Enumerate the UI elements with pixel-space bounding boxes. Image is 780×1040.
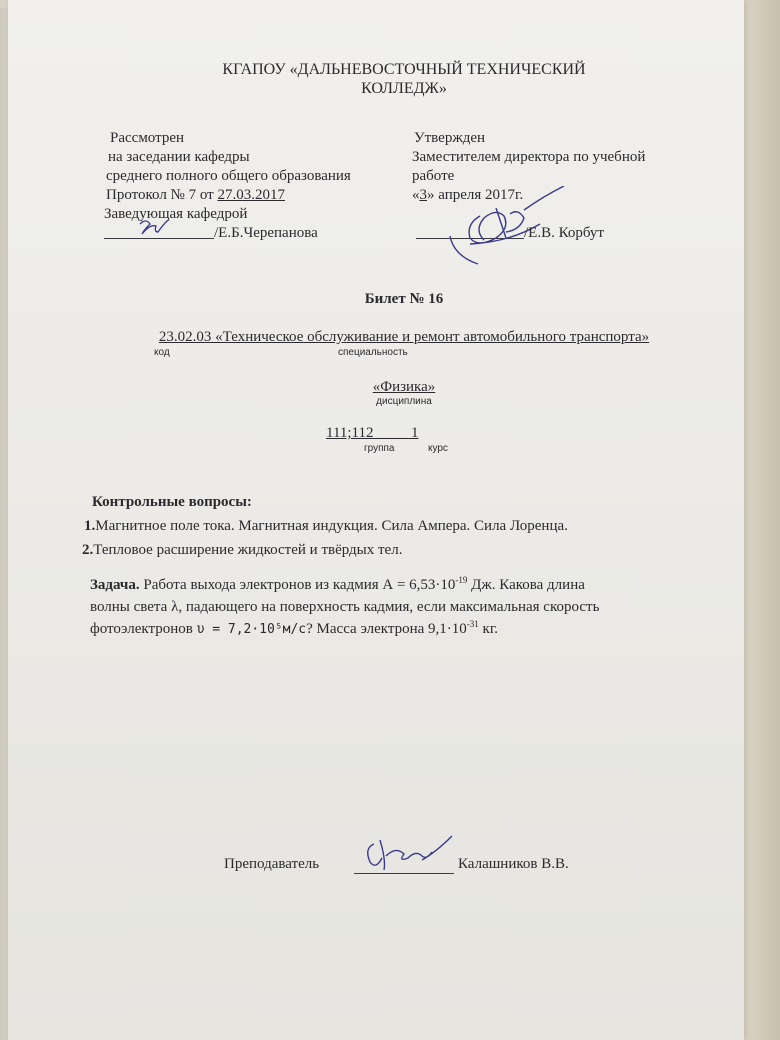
signer-korbut: /Е.В. Корбут (524, 225, 604, 241)
protocol-line (106, 186, 285, 205)
signature-line-left (104, 238, 214, 239)
reviewed-education: среднего полного общего образования (106, 168, 351, 184)
signer-cherepanova: /Е.Б.Черепанова (214, 225, 318, 241)
task-l3-a: фотоэлектронов (90, 621, 197, 637)
date-rest: » апреля 2017г. (427, 187, 524, 203)
table-surface (740, 0, 780, 1040)
question-1-text: Магнитное поле тока. Магнитная индукция. Сила Ампера. Сила Лоренца. (95, 518, 568, 534)
task-label: Задача. (90, 577, 140, 593)
exam-ticket-page (8, 0, 744, 1040)
task-line-2: волны света λ, падающего на поверхность кадмия, если максимальная скорость (90, 599, 600, 615)
question-1 (84, 517, 568, 536)
approved-by-work: работе (412, 168, 455, 184)
protocol-prefix: Протокол № 7 от (106, 187, 218, 203)
protocol-date: 27.03.2017 (217, 187, 285, 203)
question-2-num: 2. (82, 542, 94, 558)
date-open-quote: « (412, 187, 420, 203)
label-specialty: специальность (338, 347, 408, 358)
task-l3-b: ? Масса электрона 9,1·10 (306, 621, 467, 637)
task-line-1 (90, 576, 585, 595)
label-discipline: дисциплина (376, 396, 432, 407)
task-line-3 (90, 620, 498, 639)
teacher-signature (352, 830, 472, 878)
discipline: «Физика» (372, 379, 436, 395)
head-of-dept-label: Заведующая кафедрой (104, 206, 248, 222)
college-name-line1: КГАПОУ «ДАЛЬНЕВОСТОЧНЫЙ ТЕХНИЧЕСКИЙ (222, 61, 586, 78)
task-l1-tail: Дж. Какова длина (467, 577, 585, 593)
task-l1-exp: -19 (455, 575, 468, 585)
college-name-line2: КОЛЛЕДЖ» (361, 80, 447, 97)
task-l3-tail: кг. (478, 621, 499, 637)
signature-cherepanova (136, 216, 176, 238)
ticket-title: Билет № 16 (364, 291, 444, 307)
teacher-label: Преподаватель (224, 856, 320, 872)
label-group: группа (364, 443, 395, 454)
question-2 (82, 541, 402, 560)
group-course: 111;112 1 (326, 425, 419, 441)
approved-by: Заместителем директора по учебной (412, 149, 646, 165)
reviewed-label: Рассмотрен (110, 130, 185, 146)
question-2-text: Тепловое расширение жидкостей и твёрдых тел. (93, 542, 403, 558)
teacher-name: Калашников В.В. (458, 856, 569, 872)
reviewed-dept: на заседании кафедры (108, 149, 250, 165)
label-course: курс (428, 443, 448, 454)
label-code: код (154, 347, 170, 358)
task-l1-text: Работа выхода электронов из кадмия А = 6,53·10 (139, 577, 456, 593)
questions-heading: Контрольные вопросы: (92, 494, 252, 510)
velocity-formula: υ = 7,2·10⁵м/с (196, 622, 307, 637)
date-day: 3 (419, 187, 427, 203)
question-1-num: 1. (84, 518, 96, 534)
specialty-line: 23.02.03 «Техническое обслуживание и ремонт автомобильного транспорта» (158, 329, 650, 345)
task-l3-exp: -31 (466, 619, 479, 629)
approved-label: Утвержден (414, 130, 486, 146)
